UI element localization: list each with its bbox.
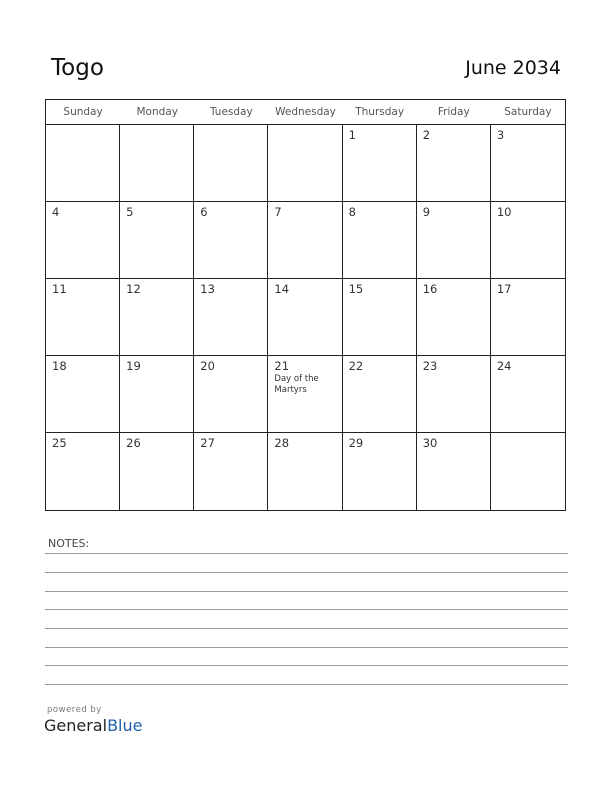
- day-cell: [46, 125, 120, 202]
- day-number: 2: [422, 128, 431, 142]
- calendar-grid: [45, 99, 566, 511]
- day-cell: [120, 433, 194, 510]
- day-number: 12: [126, 282, 141, 296]
- day-cells: [46, 125, 565, 510]
- day-cell: [491, 356, 565, 433]
- day-cell: [417, 356, 491, 433]
- day-cell: [343, 125, 417, 202]
- note-line: [45, 553, 568, 554]
- weekday-friday: Friday: [437, 106, 470, 118]
- weekday-sunday: Sunday: [63, 106, 103, 118]
- day-number: 17: [496, 282, 512, 296]
- day-number: 3: [496, 128, 505, 142]
- note-line: [45, 684, 568, 685]
- day-number: 24: [496, 359, 512, 373]
- day-cell: [491, 202, 565, 279]
- day-number: 28: [274, 436, 290, 450]
- day-cell: [417, 125, 491, 202]
- weekday-thursday: Thursday: [355, 106, 405, 118]
- day-number: 14: [274, 282, 290, 296]
- generalblue-logo: [44, 716, 142, 735]
- day-number: 16: [422, 282, 438, 296]
- weekday-saturday: Saturday: [504, 106, 552, 118]
- day-number: 1: [348, 128, 356, 142]
- day-cell: [46, 202, 120, 279]
- day-number: 7: [274, 205, 282, 219]
- day-number: 30: [422, 436, 438, 450]
- weekday-tuesday: Tuesday: [209, 106, 253, 118]
- note-line: [45, 591, 568, 592]
- day-cell: [194, 125, 268, 202]
- day-cell: [268, 433, 342, 510]
- day-number: 23: [422, 359, 438, 373]
- day-cell: [120, 279, 194, 356]
- day-cell: [194, 279, 268, 356]
- weekday-wednesday: Wednesday: [275, 106, 336, 118]
- day-number: 9: [422, 205, 431, 219]
- day-cell: [268, 202, 342, 279]
- day-number: 13: [200, 282, 215, 296]
- day-cell: [417, 279, 491, 356]
- day-number: 18: [52, 359, 67, 373]
- day-number: 8: [348, 205, 356, 219]
- day-number: 6: [200, 205, 208, 219]
- notes-label: NOTES:: [48, 537, 90, 550]
- country-title: Togo: [51, 55, 104, 81]
- holiday-label: Day of the Martyrs: [274, 374, 319, 395]
- note-line: [45, 628, 568, 629]
- day-cell: [46, 279, 120, 356]
- day-number: 26: [126, 436, 141, 450]
- day-cell: [194, 202, 268, 279]
- brand-general: General: [44, 716, 108, 735]
- day-number: 5: [126, 205, 134, 219]
- day-number: 29: [348, 436, 364, 450]
- powered-by-text: powered by: [47, 705, 102, 715]
- note-line: [45, 647, 568, 648]
- day-cell: [120, 202, 194, 279]
- day-number: 27: [200, 436, 215, 450]
- note-line: [45, 665, 568, 666]
- day-cell: [268, 125, 342, 202]
- brand-blue: Blue: [107, 716, 143, 735]
- day-cell: [194, 356, 268, 433]
- day-cell: [417, 433, 491, 510]
- day-cell: [194, 433, 268, 510]
- day-number: 21: [274, 359, 290, 373]
- day-number: 10: [496, 205, 512, 219]
- month-year-title: June 2034: [465, 57, 561, 79]
- day-cell: [491, 279, 565, 356]
- day-cell: [343, 433, 417, 510]
- day-number: 11: [52, 282, 67, 296]
- day-cell: [268, 279, 342, 356]
- day-cell: [120, 356, 194, 433]
- day-number: 15: [348, 282, 364, 296]
- day-cell: [46, 356, 120, 433]
- day-cell: [343, 356, 417, 433]
- day-cell: [343, 202, 417, 279]
- day-cell: [417, 202, 491, 279]
- note-line: [45, 572, 568, 573]
- day-cell: [491, 433, 565, 510]
- day-cell: [491, 125, 565, 202]
- day-cell: [46, 433, 120, 510]
- day-number: 19: [126, 359, 141, 373]
- day-number: 25: [52, 436, 67, 450]
- day-number: 20: [200, 359, 215, 373]
- day-cell: [343, 279, 417, 356]
- day-cell: [120, 125, 194, 202]
- day-number: 4: [52, 205, 60, 219]
- weekday-header-row: [46, 100, 565, 125]
- day-number: 22: [348, 359, 364, 373]
- weekday-monday: Monday: [136, 106, 178, 118]
- day-cell: [268, 356, 342, 433]
- note-line: [45, 609, 568, 610]
